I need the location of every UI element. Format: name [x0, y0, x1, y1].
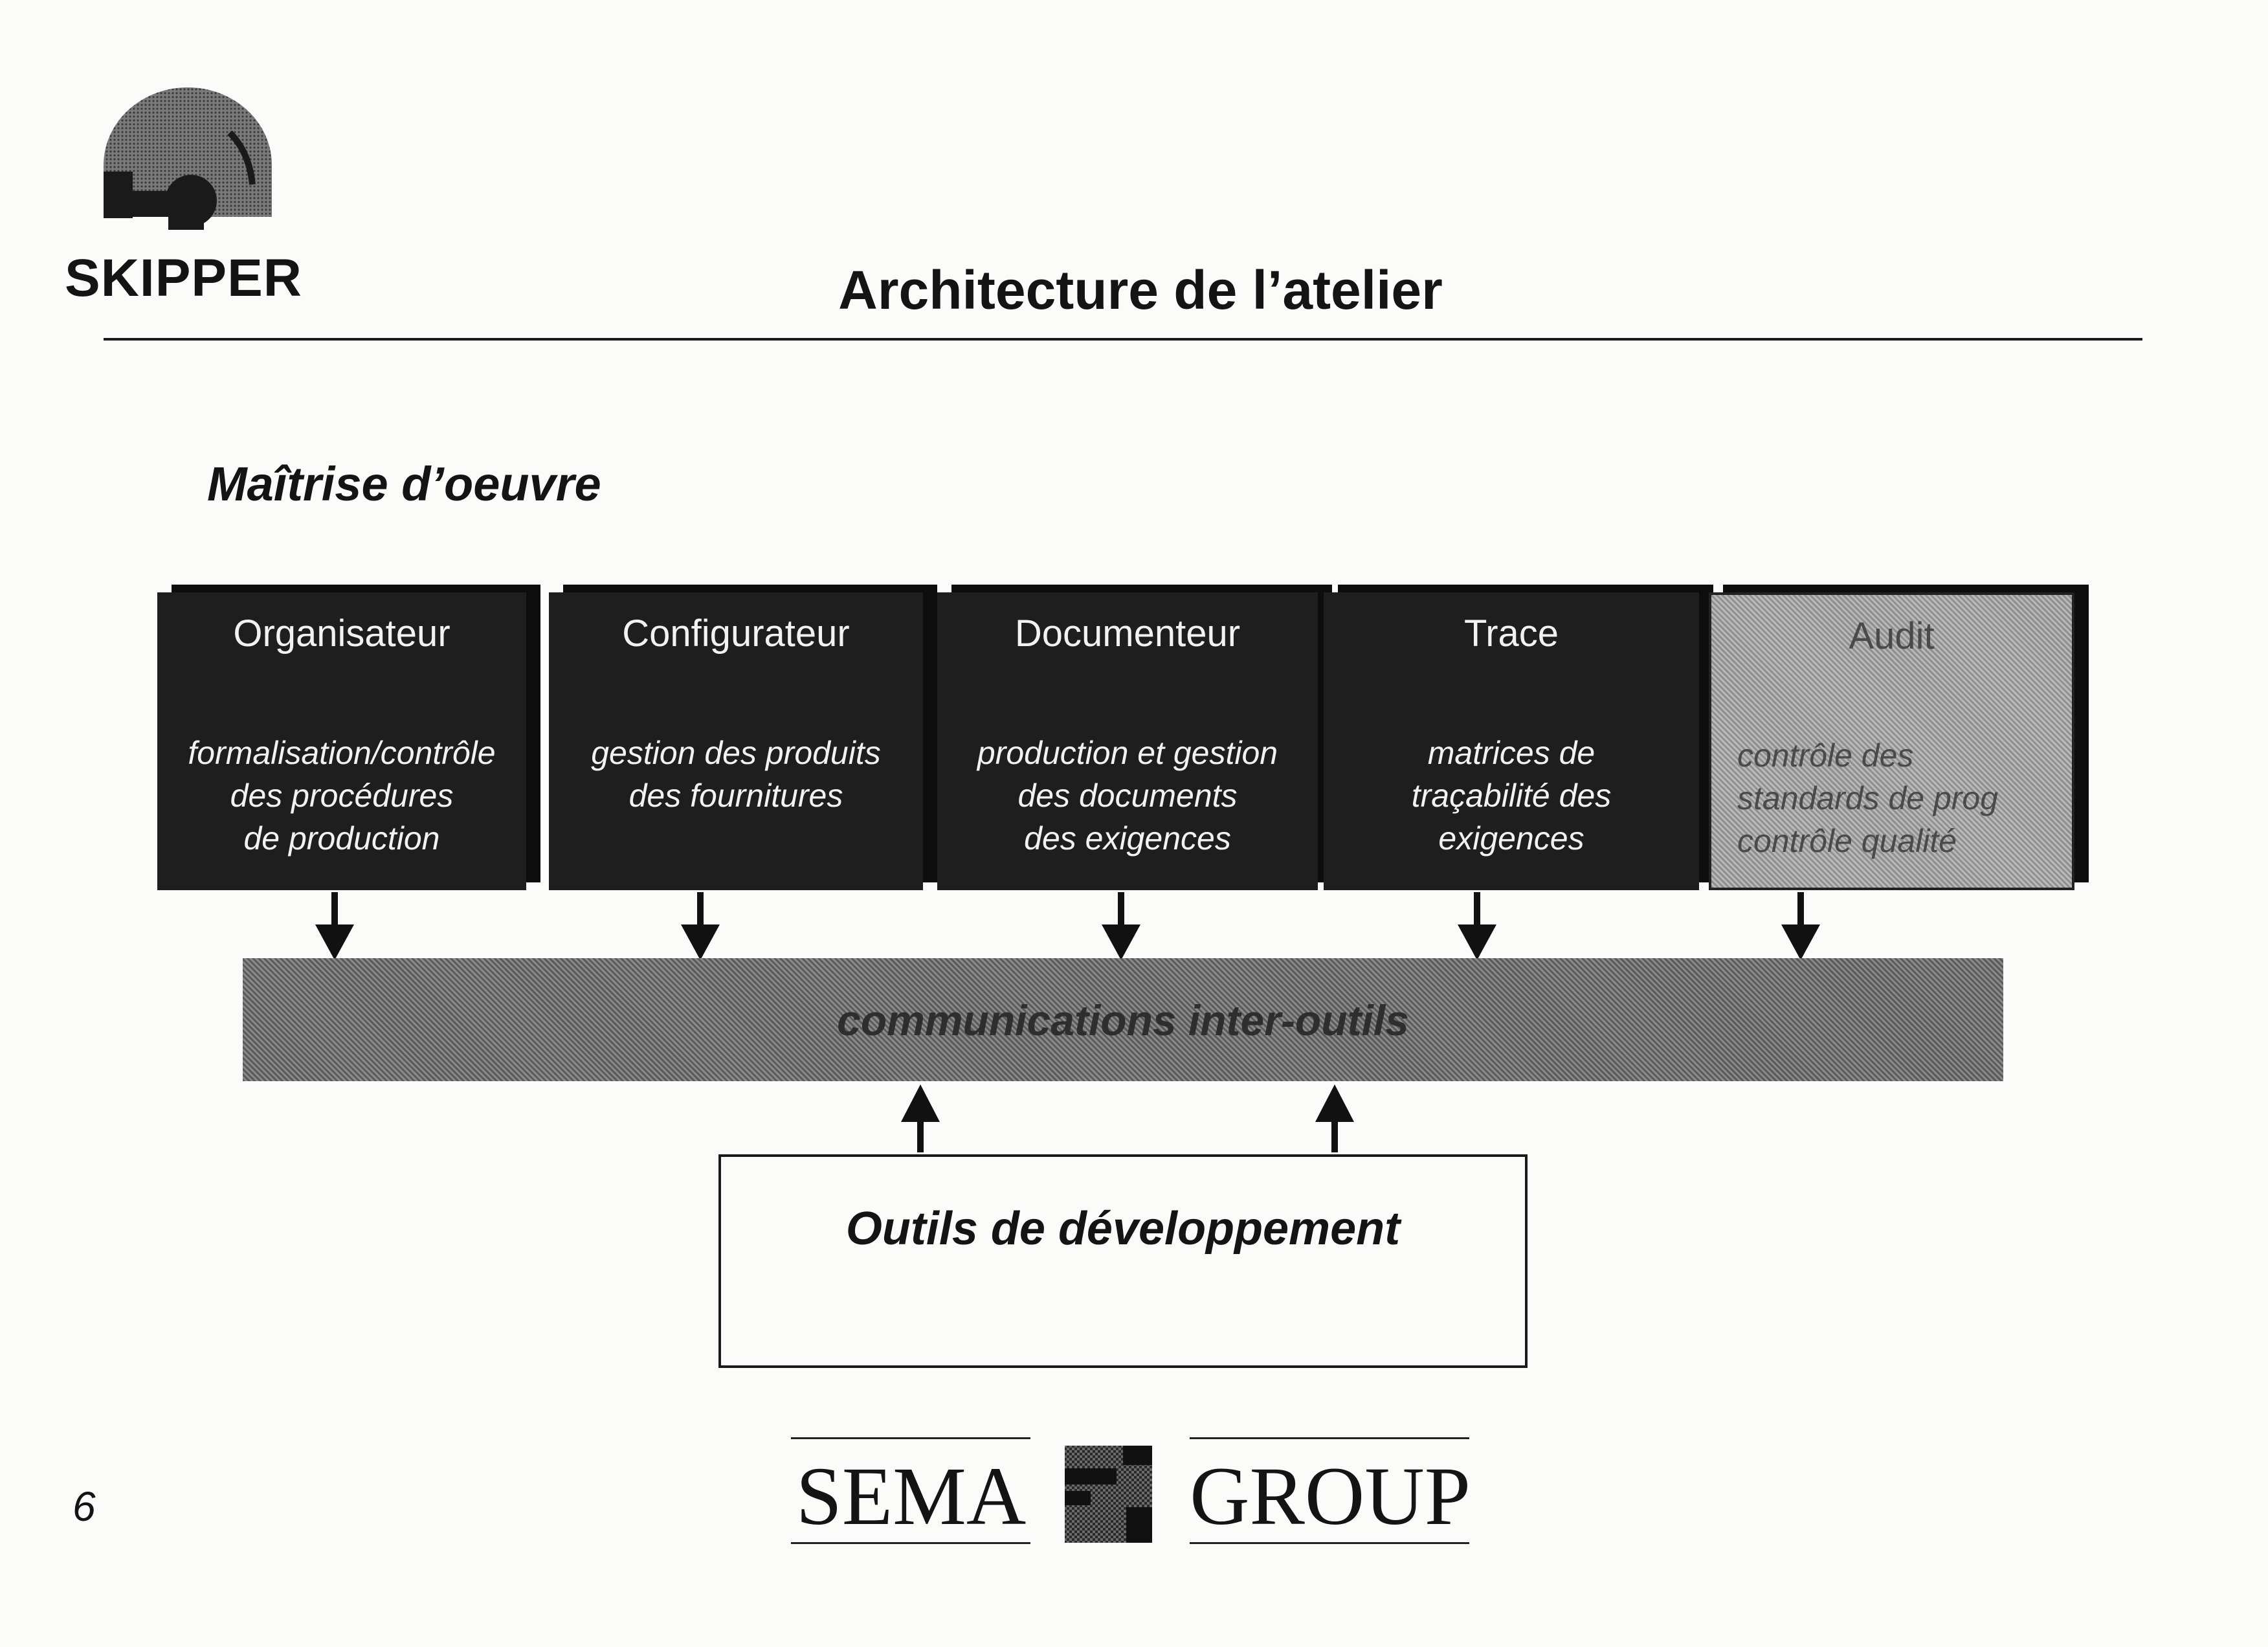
arrow-down-icon	[315, 892, 354, 960]
tool-name: Organisateur	[233, 612, 450, 655]
arrow-down-icon	[1102, 892, 1140, 960]
skipper-logo	[97, 87, 278, 249]
page-title: Architecture de l’atelier	[838, 260, 1443, 320]
title-rule	[104, 338, 2142, 341]
tool-description: gestion des produits des fournitures	[591, 735, 881, 814]
sema-emblem-icon	[1062, 1442, 1155, 1546]
arrow-down-icon	[1458, 892, 1496, 960]
bus-label: communications inter-outils	[837, 996, 1409, 1044]
arrow-up-icon	[1315, 1084, 1354, 1152]
page-number: 6	[72, 1483, 96, 1530]
arrow-down-icon	[681, 892, 720, 960]
tool-name: Trace	[1463, 612, 1559, 655]
tool-box-documenteur	[937, 592, 1318, 890]
arrow-down-icon	[1781, 892, 1820, 960]
tool-description: contrôle des standards de prog contrôle qualité	[1737, 737, 1999, 859]
dev-tools-label: Outils de développement	[845, 1203, 1401, 1255]
arrow-up-icon	[901, 1084, 940, 1152]
tool-box-organisateur	[157, 592, 526, 890]
dev-tools-box	[718, 1154, 1528, 1368]
brand-name: SKIPPER	[65, 249, 302, 308]
tool-box-configurateur	[549, 592, 923, 890]
company-name-right: GROUP	[1190, 1450, 1471, 1542]
tool-description: matrices de traçabilité des exigences	[1411, 735, 1612, 857]
tool-name: Documenteur	[1014, 612, 1241, 655]
tool-name: Configurateur	[622, 612, 850, 655]
communications-bus	[243, 958, 2003, 1081]
tool-name: Audit	[1849, 615, 1935, 657]
section-title: Maîtrise d’oeuvre	[207, 457, 601, 511]
tool-box-audit	[1709, 592, 2074, 890]
sema-group-logo	[790, 1437, 1476, 1554]
tool-box-trace	[1324, 592, 1699, 890]
tool-description: production et gestion des documents des exigences	[977, 735, 1278, 857]
company-name-left: SEMA	[795, 1450, 1027, 1542]
tool-description: formalisation/contrôle des procédures de production	[188, 735, 496, 857]
